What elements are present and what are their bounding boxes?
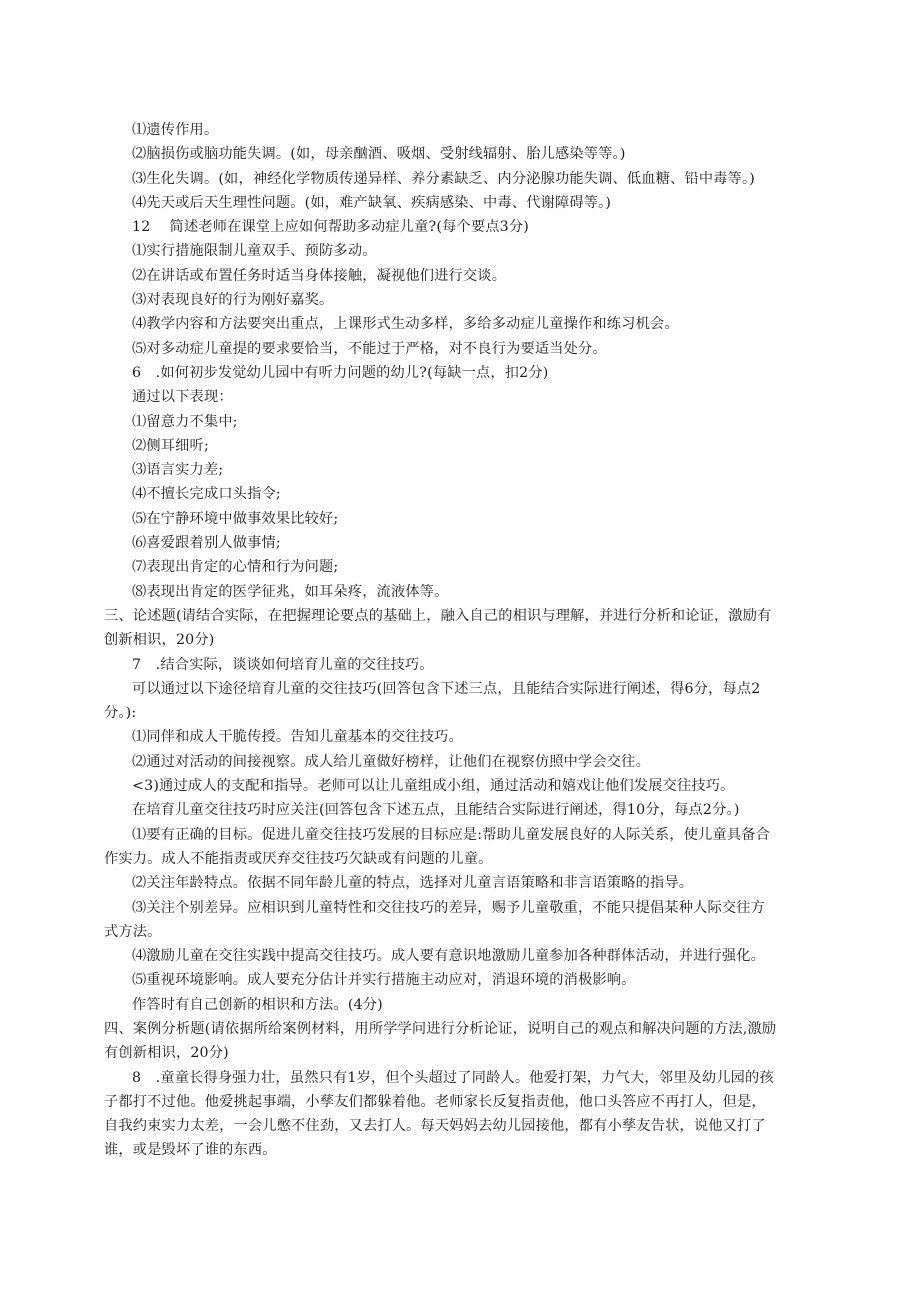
section-heading: 三、论述题(请结合实际，在把握理论要点的基础上，融入自己的相识与理解，并进行分析和论证，激励有 xyxy=(104,607,772,624)
text-line: 式方法。 xyxy=(104,923,162,940)
text-line: 在培育儿童交往技巧时应关注(回答包含下述五点，且能结合实际进行阐述，得10分，每点2分。) xyxy=(132,802,740,819)
text-line: ⑹喜爱跟着别人做事情; xyxy=(132,535,281,552)
text-line: ⑴实行措施限制儿童双手、预防多动。 xyxy=(132,243,377,260)
case-paragraph: 谁，或是毁坏了谁的东西。 xyxy=(104,1142,277,1159)
case-paragraph: 子都打不过他。他爱挑起事端，小孳友们都躲着他。老师家长反复指责他，他口头答应不再打人，但是， xyxy=(104,1093,766,1110)
text-line: 通过以下表现： xyxy=(132,389,233,406)
text-line: ⑵侧耳细听; xyxy=(132,437,209,454)
text-line: ⑴同伴和成人干脆传授。告知儿童基本的交往技巧。 xyxy=(132,729,463,746)
text-line: ⑴遗传作用。 xyxy=(132,122,219,138)
text-line: ⑵脑损伤或脑功能失调。(如，母亲酗酒、吸烟、受射线辐射、胎儿感染等等。) xyxy=(132,146,626,163)
text-line: ⑻表现出肯定的医学征兆，如耳朵疼，流液体等。 xyxy=(132,583,449,600)
text-line: ⑸在宁静环境中做事效果比较好; xyxy=(132,510,339,527)
case-paragraph: 8 .童童长得身强力壮，虽然只有1岁，但个头超过了同龄人。他爱打架，力气大，邻里及幼儿园的孩 xyxy=(132,1069,774,1086)
text-line: 分。): xyxy=(104,705,137,722)
text-line: ⑶对表现良好的行为刚好嘉奖。 xyxy=(132,292,334,309)
text-line: ⑸对多动症儿童提的要求要恰当，不能过于严格，对不良行为要适当处分。 xyxy=(132,340,607,357)
question-heading: 7 .结合实际，谈谈如何培育儿童的交往技巧。 xyxy=(132,656,434,673)
document-body xyxy=(104,118,820,1163)
section-heading: 四、案例分析题(请依据所给案例材料，用所学学问进行分析论证，说明自己的观点和解决问题的方法,激励 xyxy=(104,1020,777,1037)
text-line: <3)通过成人的支配和指导。老师可以让儿童组成小组，通过活动和嬉戏让他们发展交往技巧。 xyxy=(132,778,735,795)
question-heading: 6 .如何初步发觉幼儿园中有听力问题的幼儿?(每缺一点，扣2分) xyxy=(132,364,549,381)
text-line: ⑷先天或后天生理性问题。(如，难产缺氧、疾病感染、中毒、代谢障碍等。) xyxy=(132,194,612,211)
text-line: ⑶关注个别差异。应相识到儿童特性和交往技巧的差异，赐予儿童敬重，不能只提倡某种人际交往方 xyxy=(132,899,766,916)
section-heading-continued: 创新相识，20分) xyxy=(104,632,215,649)
section-heading-continued: 有创新相识，20分) xyxy=(104,1045,229,1062)
text-line: ⑵通过对活动的间接视察。成人给儿童做好榜样，让他们在视察仿照中学会交往。 xyxy=(132,753,650,770)
text-line: 作答时有自己创新的相识和方法。(4分) xyxy=(132,996,383,1013)
case-paragraph: 自我约束实力太差，一会儿憋不住劲，又去打人。每天妈妈去幼儿园接他，都有小孳友告状，说他又打了 xyxy=(104,1118,766,1135)
text-line: ⑷不擅长完成口头指令; xyxy=(132,486,281,503)
text-line: ⑸重视环境影响。成人要充分估计并实行措施主动应对，消退环境的消极影响。 xyxy=(132,972,636,989)
question-heading: 12 简述老师在课堂上应如何帮助多动症儿童?(每个要点3分) xyxy=(132,219,529,236)
text-line: 作实力。成人不能指责或厌弃交往技巧欠缺或有问题的儿童。 xyxy=(104,850,493,867)
text-line: ⑴留意力不集中; xyxy=(132,413,238,430)
text-line: ⑷教学内容和方法要突出重点，上课形式生动多样，多给多动症儿童操作和练习机会。 xyxy=(132,316,679,333)
text-line: ⑷激励儿童在交往实践中提高交往技巧。成人要有意识地激励儿童参加各种群体活动，并进行强化。 xyxy=(132,948,766,965)
text-line: ⑶生化失调。(如，神经化学物质传递异样、养分素缺乏、内分泌腺功能失调、低血糖、铅中毒等。) xyxy=(132,170,756,187)
text-line: ⑵在讲话或布置任务时适当身体接触，凝视他们进行交谈。 xyxy=(132,267,507,284)
text-line: ⑴要有正确的目标。促进儿童交往技巧发展的目标应是:帮助儿童发展良好的人际关系，使儿童具备合 xyxy=(132,826,771,843)
text-line: ⑵关注年龄特点。依据不同年龄儿童的特点，选择对儿童言语策略和非言语策略的指导。 xyxy=(132,875,694,892)
text-line: ⑺表现出肯定的心情和行为问题; xyxy=(132,559,339,576)
text-line: 可以通过以下途径培育儿童的交往技巧(回答包含下述三点，且能结合实际进行阐述，得6分，每点2 xyxy=(132,680,761,697)
text-line: ⑶语言实力差; xyxy=(132,462,224,479)
